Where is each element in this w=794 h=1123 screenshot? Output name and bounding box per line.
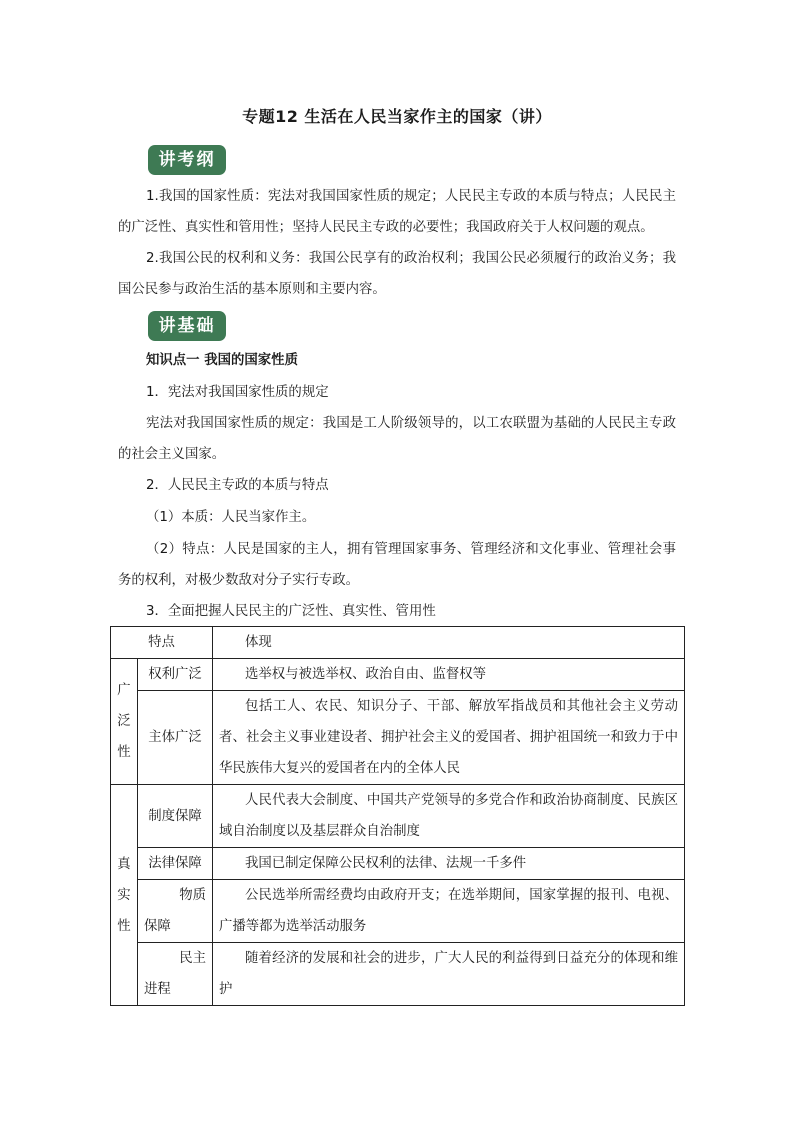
group-label-authenticity: 真 实 性 xyxy=(111,785,138,1006)
page-title: 专题12 生活在人民当家作主的国家（讲） xyxy=(242,107,552,126)
feature-cell: 制度保障 xyxy=(138,785,213,848)
table-row xyxy=(111,880,685,943)
outline-paragraph-2: 2.我国公民的权利和义务：我国公民享有的政治权利；我国公民必须履行的政治义务；我国公民参与政治生活的基本原则和主要内容。 xyxy=(118,251,676,297)
features-paragraph: （2）特点：人民是国家的主人，拥有管理国家事务、管理经济和文化事业、管理社会事务的权利，对极少数敌对分子实行专政。 xyxy=(118,542,676,588)
subheading-2: 2．人民民主专政的本质与特点 xyxy=(146,478,329,493)
body-cell: 人民代表大会制度、中国共产党领导的多党合作和政治协商制度、民族区域自治制度以及基层群众自治制度 xyxy=(213,785,685,848)
feature-cell: 主体广泛 xyxy=(138,691,213,785)
feature-cell: 权利广泛 xyxy=(138,659,213,691)
constitution-paragraph: 宪法对我国国家性质的规定：我国是工人阶级领导的，以工农联盟为基础的人民民主专政的社会主义国家。 xyxy=(118,416,676,462)
header-body: 体现 xyxy=(213,627,685,659)
table-row xyxy=(111,785,685,848)
body-cell: 随着经济的发展和社会的进步，广大人民的利益得到日益充分的体现和维护 xyxy=(213,943,685,1006)
section-badge-exam-outline: 讲考纲 xyxy=(148,145,226,175)
feature-cell: 物质 保障 xyxy=(138,880,213,943)
democracy-table xyxy=(110,626,685,1006)
body-cell: 我国已制定保障公民权利的法律、法规一千多件 xyxy=(213,848,685,880)
feature-cell: 法律保障 xyxy=(138,848,213,880)
body-cell: 公民选举所需经费均由政府开支；在选举期间，国家掌握的报刊、电视、广播等都为选举活动服务 xyxy=(213,880,685,943)
group-label-breadth: 广 泛 性 xyxy=(111,659,138,785)
table-row xyxy=(111,943,685,1006)
essence-line: （1）本质：人民当家作主。 xyxy=(146,510,316,525)
body-cell: 选举权与被选举权、政治自由、监督权等 xyxy=(213,659,685,691)
subheading-1: 1．宪法对我国国家性质的规定 xyxy=(146,385,329,400)
table-row xyxy=(111,848,685,880)
table-header-row xyxy=(111,627,685,659)
section-badge-basics: 讲基础 xyxy=(148,311,226,341)
feature-cell: 民主 进程 xyxy=(138,943,213,1006)
knowledge-point-title: 知识点一 我国的国家性质 xyxy=(146,353,298,368)
table-row xyxy=(111,659,685,691)
subheading-3: 3．全面把握人民民主的广泛性、真实性、管用性 xyxy=(146,604,436,619)
outline-paragraph-1: 1.我国的国家性质：宪法对我国国家性质的规定；人民民主专政的本质与特点；人民民主的广泛性、真实性和管用性；坚持人民民主专政的必要性；我国政府关于人权问题的观点。 xyxy=(118,189,676,235)
header-feature: 特点 xyxy=(111,627,213,659)
table-row xyxy=(111,691,685,785)
body-cell: 包括工人、农民、知识分子、干部、解放军指战员和其他社会主义劳动者、社会主义事业建设者、拥护社会主义的爱国者、拥护祖国统一和致力于中华民族伟大复兴的爱国者在内的全体人民 xyxy=(213,691,685,785)
